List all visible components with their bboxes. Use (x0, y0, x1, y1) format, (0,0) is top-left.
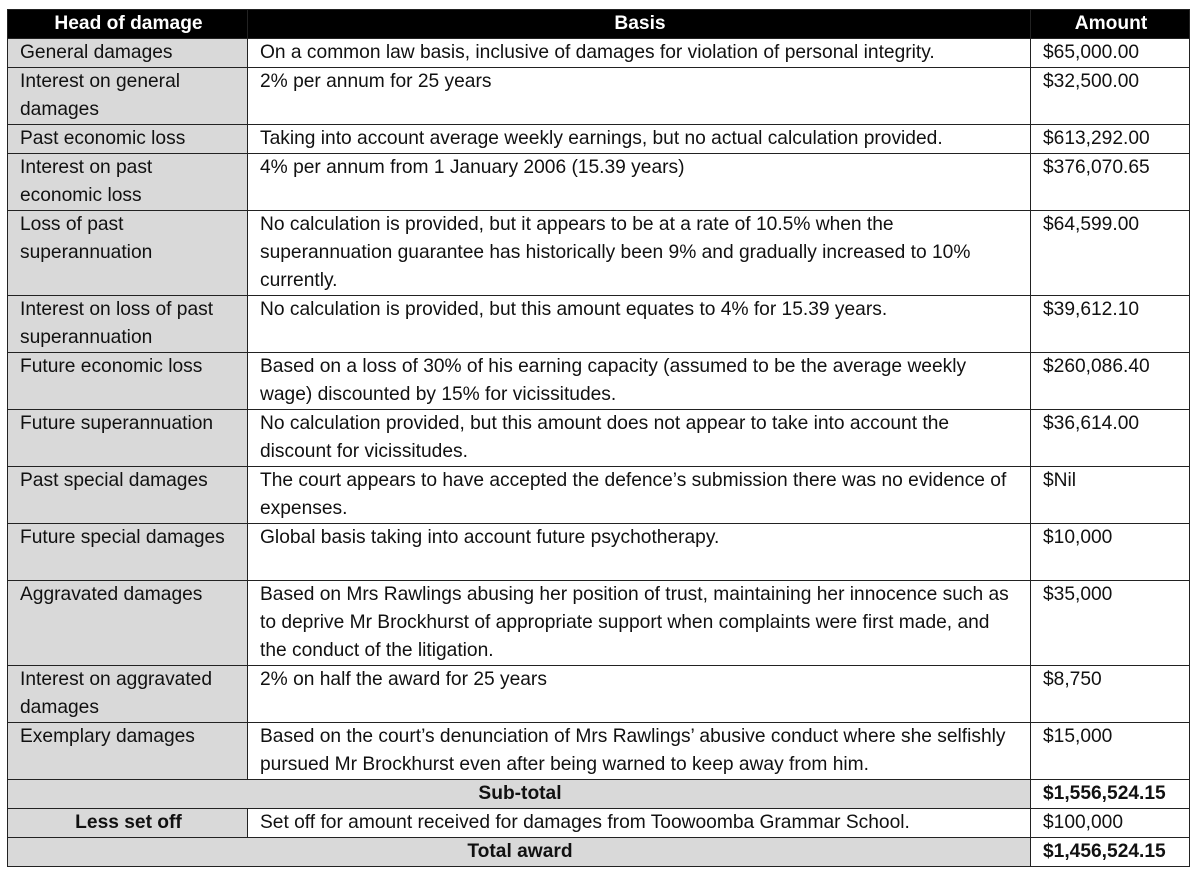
table-row (8, 410, 1190, 467)
amount-cell: $376,070.65 (1031, 154, 1190, 211)
basis-cell: 4% per annum from 1 January 2006 (15.39 years) (248, 154, 1031, 211)
setoff-amount: $100,000 (1031, 809, 1190, 838)
head-cell: Past economic loss (8, 125, 248, 154)
head-cell: Future superannuation (8, 410, 248, 467)
basis-cell: Based on the court’s denunciation of Mrs Rawlings’ abusive conduct where she selfishly pursued Mr Brockhurst even after being warned to keep away from him. (248, 723, 1031, 780)
header-amount: Amount (1031, 10, 1190, 39)
head-cell: Interest on loss of past superannuation (8, 296, 248, 353)
head-cell: Future special damages (8, 524, 248, 581)
subtotal-label: Sub-total (8, 780, 1031, 809)
head-cell: General damages (8, 39, 248, 68)
header-row (8, 10, 1190, 39)
basis-cell: No calculation provided, but this amount does not appear to take into account the discount for vicissitudes. (248, 410, 1031, 467)
table-row (8, 211, 1190, 296)
basis-cell: On a common law basis, inclusive of damages for violation of personal integrity. (248, 39, 1031, 68)
amount-cell: $10,000 (1031, 524, 1190, 581)
amount-cell: $35,000 (1031, 581, 1190, 666)
amount-cell: $65,000.00 (1031, 39, 1190, 68)
head-cell: Loss of past superannuation (8, 211, 248, 296)
head-cell: Past special damages (8, 467, 248, 524)
setoff-label: Less set off (8, 809, 248, 838)
setoff-row (8, 809, 1190, 838)
table-row (8, 125, 1190, 154)
basis-cell: Global basis taking into account future psychotherapy. (248, 524, 1031, 581)
total-label: Total award (8, 838, 1031, 867)
table-row (8, 39, 1190, 68)
head-cell: Interest on general damages (8, 68, 248, 125)
amount-cell: $8,750 (1031, 666, 1190, 723)
head-cell: Exemplary damages (8, 723, 248, 780)
table-row (8, 68, 1190, 125)
total-row (8, 838, 1190, 867)
damages-table (7, 9, 1190, 867)
amount-cell: $32,500.00 (1031, 68, 1190, 125)
header-head-of-damage: Head of damage (8, 10, 248, 39)
basis-cell: 2% on half the award for 25 years (248, 666, 1031, 723)
basis-cell: No calculation is provided, but this amount equates to 4% for 15.39 years. (248, 296, 1031, 353)
basis-cell: 2% per annum for 25 years (248, 68, 1031, 125)
table-row (8, 723, 1190, 780)
setoff-basis: Set off for amount received for damages from Toowoomba Grammar School. (248, 809, 1031, 838)
table-row (8, 524, 1190, 581)
total-amount: $1,456,524.15 (1031, 838, 1190, 867)
amount-cell: $Nil (1031, 467, 1190, 524)
head-cell: Interest on past economic loss (8, 154, 248, 211)
amount-cell: $613,292.00 (1031, 125, 1190, 154)
amount-cell: $36,614.00 (1031, 410, 1190, 467)
subtotal-row (8, 780, 1190, 809)
amount-cell: $64,599.00 (1031, 211, 1190, 296)
amount-cell: $260,086.40 (1031, 353, 1190, 410)
table-row (8, 467, 1190, 524)
table-row (8, 666, 1190, 723)
amount-cell: $39,612.10 (1031, 296, 1190, 353)
table-row (8, 296, 1190, 353)
table-row (8, 154, 1190, 211)
basis-cell: The court appears to have accepted the defence’s submission there was no evidence of expenses. (248, 467, 1031, 524)
subtotal-amount: $1,556,524.15 (1031, 780, 1190, 809)
basis-cell: Based on Mrs Rawlings abusing her position of trust, maintaining her innocence such as to deprive Mr Brockhurst of appropriate support when complaints were first made, and the conduct of the litigation. (248, 581, 1031, 666)
basis-cell: No calculation is provided, but it appears to be at a rate of 10.5% when the superannuation guarantee has historically been 9% and gradually increased to 10% currently. (248, 211, 1031, 296)
table-row (8, 353, 1190, 410)
head-cell: Aggravated damages (8, 581, 248, 666)
basis-cell: Based on a loss of 30% of his earning capacity (assumed to be the average weekly wage) discounted by 15% for vicissitudes. (248, 353, 1031, 410)
head-cell: Future economic loss (8, 353, 248, 410)
head-cell: Interest on aggravated damages (8, 666, 248, 723)
basis-cell: Taking into account average weekly earnings, but no actual calculation provided. (248, 125, 1031, 154)
amount-cell: $15,000 (1031, 723, 1190, 780)
table-row (8, 581, 1190, 666)
header-basis: Basis (248, 10, 1031, 39)
